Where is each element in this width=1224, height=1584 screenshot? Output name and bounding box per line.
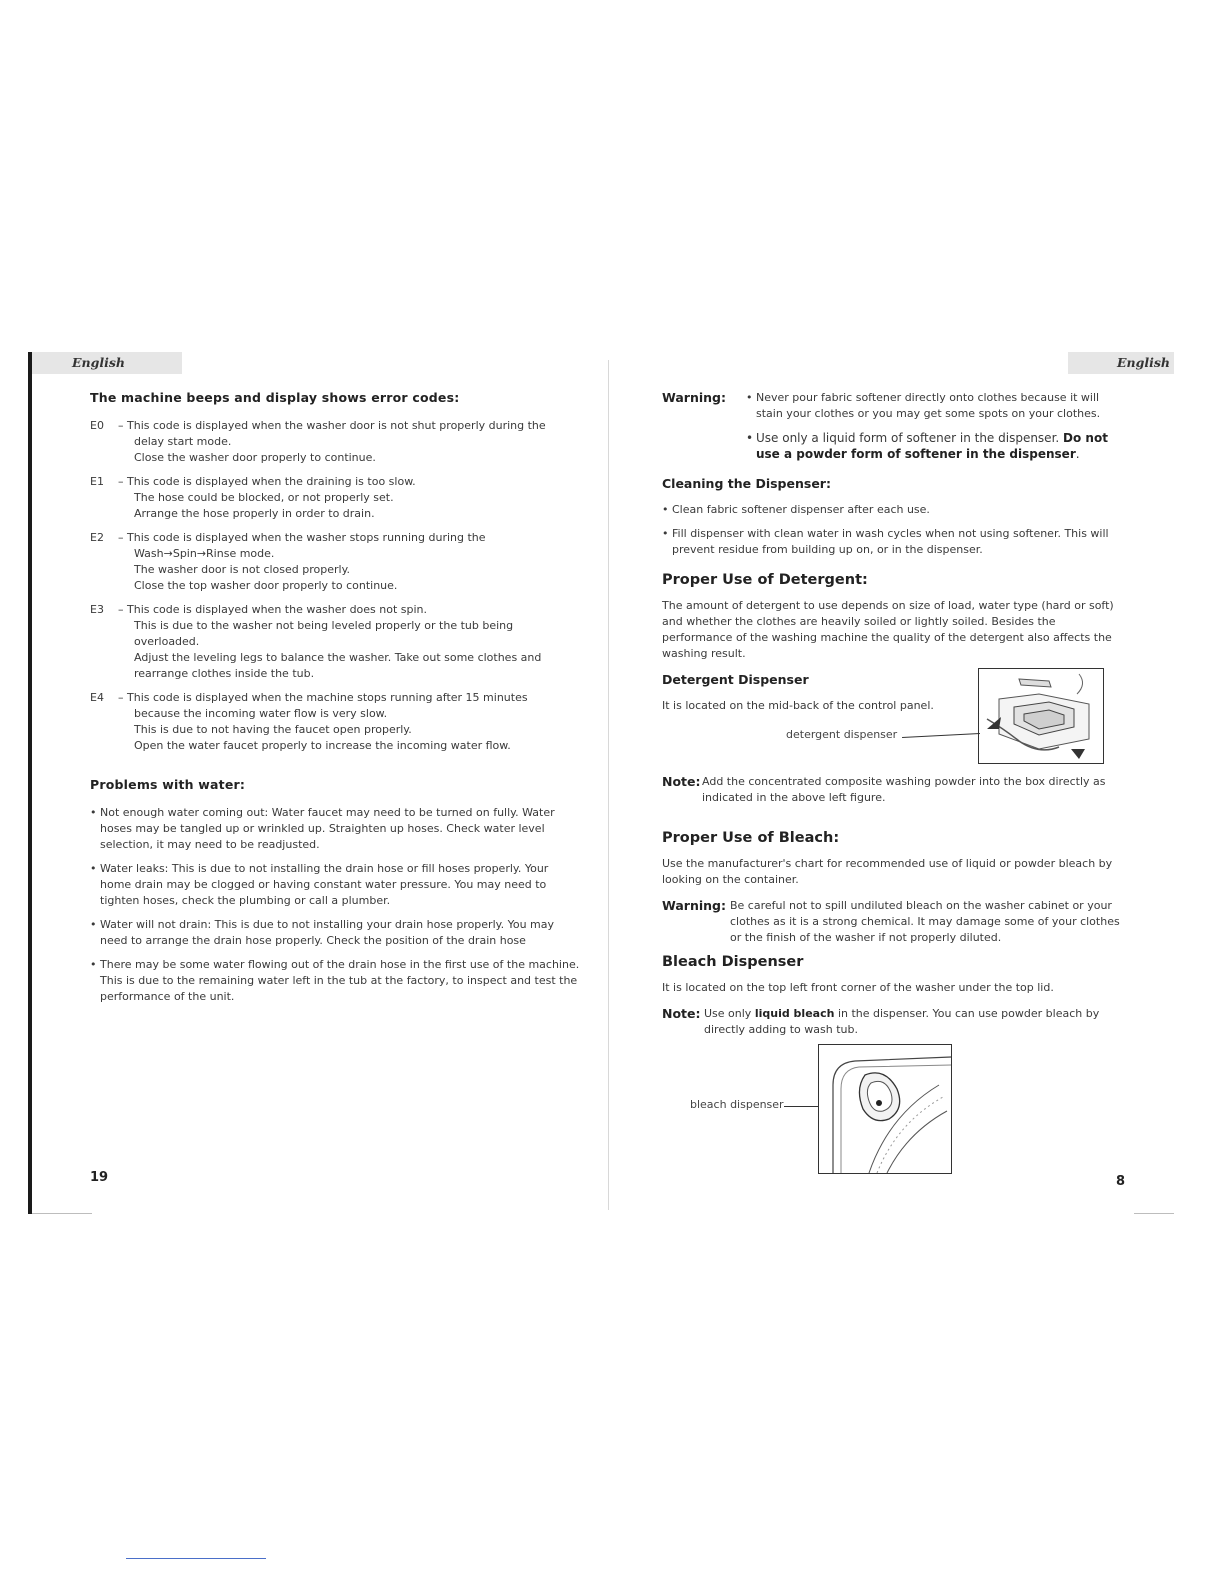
detergent-dispenser-figure [978,668,1104,764]
bleach-dispenser-text: It is located on the top left front corner of the washer under the top lid. [662,981,1054,994]
detergent-dispenser-illustration [979,669,1103,763]
error-description: – This code is displayed when the draining is too slow. [118,475,416,488]
error-detail-line: The washer door is not closed properly. [134,563,351,576]
error-code-item [90,602,580,682]
detergent-dispenser-section [662,672,962,714]
detergent-text: The amount of detergent to use depends on size of load, water type (hard or soft) and whether the clothes are heavily soiled or lightly soiled. Besides the performance of the washing machine the quality of the detergent also affects the washing result. [662,599,1114,660]
error-code-item [90,474,580,522]
bleach-warning [662,898,1132,946]
bleach-warning-text: Be careful not to spill undiluted bleach on the washer cabinet or your clothes as it is a strong chemical. It may damage some of your clothes or the finish of the washer if not properly diluted. [730,899,1120,944]
warning-label: Warning: [662,390,726,405]
bottom-rule [1134,1213,1174,1214]
bottom-rule [32,1213,92,1214]
cleaning-bullet: Fill dispenser with clean water in wash cycles when not using softener. This will prevent residue from building up on, or in the dispenser. [672,527,1109,556]
detergent-section [662,572,1122,662]
bleach-text: Use the manufacturer's chart for recommended use of liquid or powder bleach by looking on the container. [662,857,1113,886]
error-code: E1 [90,475,104,488]
error-description: – This code is displayed when the machine stops running after 15 minutes [118,691,528,704]
water-problem-item: • Water will not drain: This is due to not installing your drain hose properly. You may need to arrange the drain hose properly. Check the position of the drain hose [90,917,580,949]
bleach-dispenser-section [662,954,1132,996]
bleach-dispenser-callout: bleach dispenser [690,1098,784,1111]
cleaning-heading: Cleaning the Dispenser: [662,476,831,491]
water-problems-list [90,805,580,1005]
error-detail-line: delay start mode. [134,435,232,448]
bleach-note-text: in the dispenser. You can use powder bleach by directly adding to wash tub. [704,1007,1100,1036]
error-codes-heading: The machine beeps and display shows error codes: [90,390,460,405]
note-text: Add the concentrated composite washing powder into the box directly as indicated in the above left figure. [702,775,1106,804]
error-code-item [90,418,580,466]
bleach-note [662,1006,1132,1038]
error-detail-line: Close the top washer door properly to continue. [134,579,398,592]
water-problem-text: Water leaks: This is due to not installing the drain hose or fill hoses properly. Your home drain may be clogged or having constant water pressure. You may need to tighten hoses, check the plumbing or call a plumber. [100,862,549,907]
bleach-heading: Proper Use of Bleach: [662,830,840,846]
water-problem-item: • There may be some water flowing out of the drain hose in the first use of the machine. This is due to the remaining water left in the tub at the factory, to inspect and test the performance of the unit. [90,958,580,1003]
error-code: E0 [90,419,104,432]
error-detail-line: This is due to not having the faucet open properly. [134,723,412,736]
bleach-dispenser-illustration [819,1045,951,1173]
detergent-dispenser-heading: Detergent Dispenser [662,672,809,687]
error-detail-line: rearrange clothes inside the tub. [134,667,315,680]
footnote-rule [126,1558,266,1559]
water-problem-item: • Water leaks: This is due to not installing the drain hose or fill hoses properly. Your home drain may be clogged or having constant water pressure. You may need to tighten hoses, check the plumbing or call a plumber. [90,861,580,909]
detergent-dispenser-callout: detergent dispenser [786,728,898,741]
note-label: Note: [662,1006,701,1021]
detergent-dispenser-text: It is located on the mid-back of the control panel. [662,699,934,712]
error-code: E4 [90,691,104,704]
language-tab: English [1068,352,1174,374]
page-number: 8 [1116,1174,1126,1189]
error-description: – This code is displayed when the washer stops running during the [118,531,486,544]
warning-bullet: Use only a liquid form of softener in the dispenser. [756,431,1060,445]
cleaning-section: Cleaning the Dispenser: • Clean fabric softener dispenser after each use. • Fill dispenser with clean water in wash cycles when not using softener. This will prevent residue from building up on, or in the dispenser. [662,476,1122,566]
error-detail-line: The hose could be blocked, or not properly set. [134,491,394,504]
water-problem-text: Not enough water coming out: Water faucet may need to be turned on fully. Water hoses may be tangled up or wrinkled up. Straighten up hoses. Check water level selection, it may need to be readjusted. [100,806,555,851]
error-description: – This code is displayed when the washer door is not shut properly during the [118,419,546,432]
bleach-dispenser-heading: Bleach Dispenser [662,954,804,970]
liquid-bleach-emphasis: liquid bleach [754,1007,835,1020]
warning-bold-text: Do not use a powder form of softener in the dispenser [756,431,1108,461]
right-page [612,352,1174,1214]
cleaning-bullet: Clean fabric softener dispenser after each use. [672,503,930,516]
detergent-leader-line [902,733,980,738]
page-number: 19 [90,1170,109,1185]
language-tab: English [32,352,182,374]
error-code: E3 [90,603,104,616]
bleach-section [662,830,1132,888]
softener-warning: Warning: • Never pour fabric softener directly onto clothes because it will stain your clothes or you may get some spots on your clothes. • Use only a liquid form of softener in the dispenser. Do not use a powder form of softener in the dispenser. [662,390,1122,470]
water-problems-heading: Problems with water: [90,777,246,792]
error-detail-line: Close the washer door properly to continue. [134,451,376,464]
warning-bullet: Never pour fabric softener directly onto clothes because it will stain your clothes or you may get some spots on your clothes. [756,391,1101,420]
bleach-note-text: Use only [704,1007,752,1020]
error-description: – This code is displayed when the washer does not spin. [118,603,428,616]
error-code-item [90,690,580,754]
water-problem-item: • Not enough water coming out: Water faucet may need to be turned on fully. Water hoses may be tangled up or wrinkled up. Straighten up hoses. Check water level selection, it may need to be readjusted. [90,805,580,853]
left-page [28,352,614,1214]
error-codes-section [90,390,580,762]
error-detail-line: Adjust the leveling legs to balance the washer. Take out some clothes and [134,651,542,664]
error-code: E2 [90,531,104,544]
water-problem-text: There may be some water flowing out of the drain hose in the first use of the machine. This is due to the remaining water left in the tub at the factory, to inspect and test the performance of the unit. [100,958,580,1003]
error-detail-line: This is due to the washer not being leveled properly or the tub being overloaded. [134,619,514,648]
error-detail-line: Wash→Spin→Rinse mode. [134,547,275,560]
note-label: Note: [662,774,701,789]
detergent-heading: Proper Use of Detergent: [662,572,868,588]
bleach-dispenser-figure [818,1044,952,1174]
error-code-list [90,418,580,754]
warning-label: Warning: [662,898,726,913]
note-section [662,774,1132,806]
error-detail-line: because the incoming water flow is very slow. [134,707,388,720]
error-code-item [90,530,580,594]
error-detail-line: Open the water faucet properly to increase the incoming water flow. [134,739,511,752]
error-detail-line: Arrange the hose properly in order to drain. [134,507,375,520]
water-problems-section [90,777,580,1013]
water-problem-text: Water will not drain: This is due to not installing your drain hose properly. You may need to arrange the drain hose properly. Check the position of the drain hose [100,918,554,947]
